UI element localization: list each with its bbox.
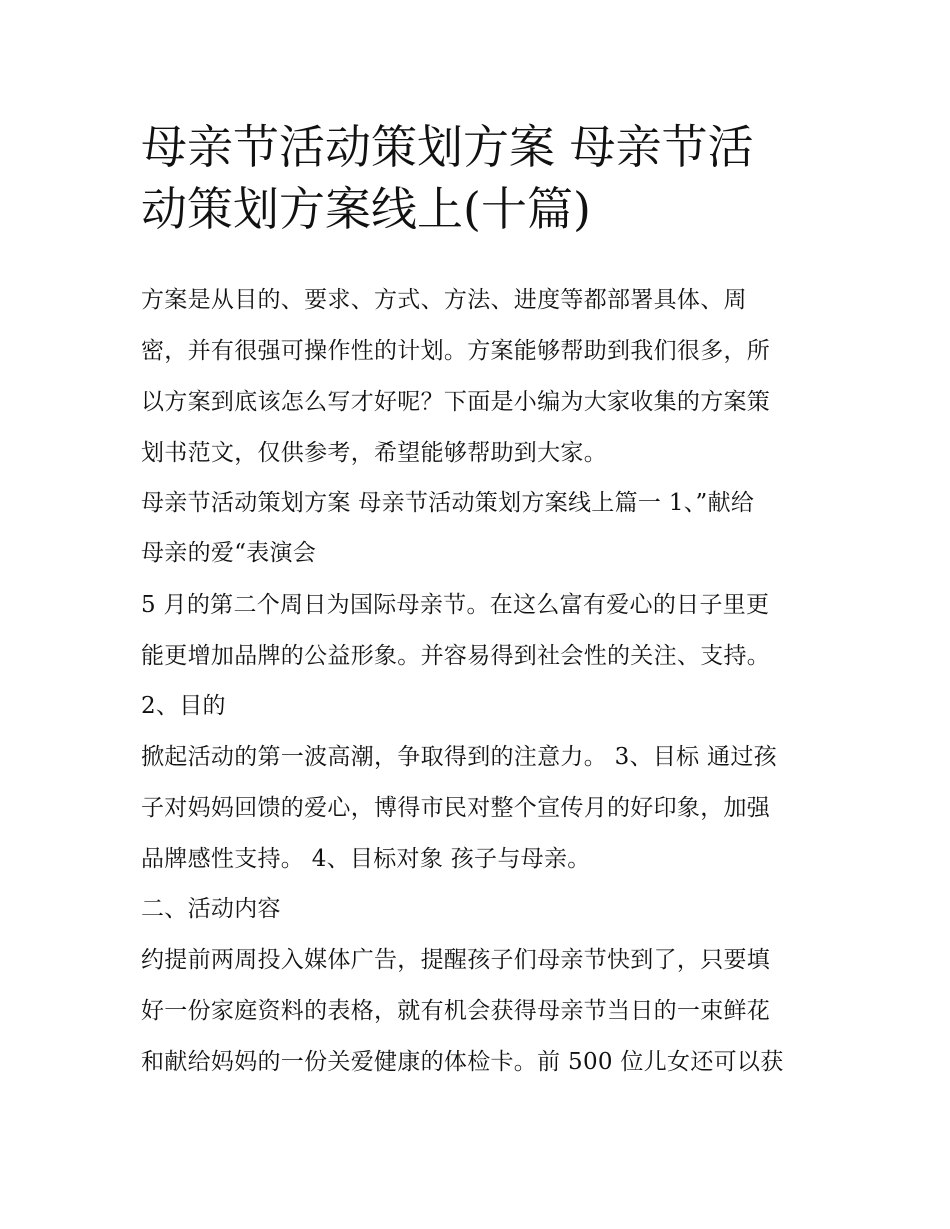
body-text-line: 能更增加品牌的公益形象。并容易得到社会性的关注、支持。	[141, 643, 771, 669]
body-text-line: 以方案到底该怎么写才好呢？下面是小编为大家收集的方案策	[141, 389, 771, 415]
title-line: 动策划方案线上(十篇)	[141, 182, 591, 236]
body-text-line: 2、目的	[141, 693, 226, 719]
body-text-line: 5 月的第二个周日为国际母亲节。在这么富有爱心的日子里更	[141, 592, 770, 618]
body-text-line: 掀起活动的第一波高潮，争取得到的注意力。 3、目标 通过孩	[141, 744, 777, 770]
section-heading-line: 母亲节活动策划方案 母亲节活动策划方案线上篇一 1、”献给	[141, 490, 755, 516]
body-text-line: 约提前两周投入媒体广告，提醒孩子们母亲节快到了，只要填	[141, 947, 771, 973]
section-heading-line: 二、活动内容	[141, 896, 281, 922]
section-heading-line: 母亲的爱“表演会	[141, 540, 317, 566]
body-text-line: 子对妈妈回馈的爱心，博得市民对整个宣传月的好印象，加强	[141, 795, 771, 821]
body-text-line: 品牌感性支持。 4、目标对象 孩子与母亲。	[141, 846, 591, 872]
body-text-line: 密，并有很强可操作性的计划。方案能够帮助到我们很多，所	[141, 338, 771, 364]
document-title	[141, 116, 821, 240]
body-text-line: 划书范文，仅供参考，希望能够帮助到大家。	[141, 440, 607, 466]
body-text-line: 和献给妈妈的一份关爱健康的体检卡。前 500 位儿女还可以获	[141, 1049, 784, 1075]
body-text-line: 方案是从目的、要求、方式、方法、进度等都部署具体、周	[141, 287, 747, 313]
title-line: 母亲节活动策划方案 母亲节活	[141, 120, 754, 174]
body-text-line: 好一份家庭资料的表格，就有机会获得母亲节当日的一束鲜花	[141, 998, 771, 1024]
